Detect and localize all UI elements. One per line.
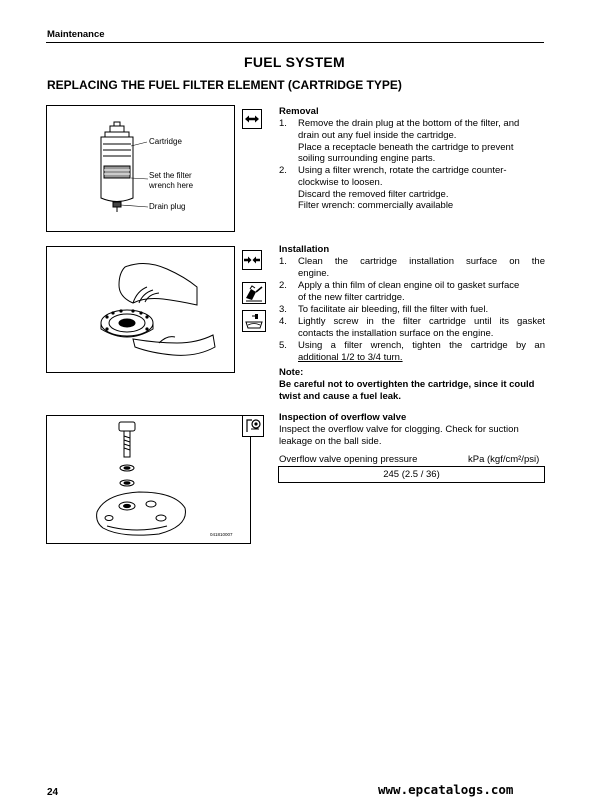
note-text [279,379,545,403]
spec-unit: kPa (kgf/cm²/psi) [468,454,540,465]
step-number: 1. [279,256,287,267]
section-label: Maintenance [47,29,105,40]
step-line: engine. [298,267,330,279]
fuel-fill-icon [242,310,266,332]
removal-heading: Removal [279,106,319,117]
overflow-description [279,424,545,448]
step-number: 4. [279,316,287,327]
description-line: Inspect the overflow valve for clogging. Check for suction [279,424,519,435]
filter-wrench-label-line-2: wrench here [149,181,194,190]
arrows-outward-icon [242,109,262,129]
spec-value: 245 (2.5 / 36) [383,469,440,480]
overflow-valve-figure [46,415,251,544]
installation-step-2 [279,280,545,304]
drain-plug-label: Drain plug [149,202,186,211]
step-number: 5. [279,340,287,351]
step-line: To facilitate air bleeding, fill the filter with fuel. [298,304,489,315]
fuel-filter-illustration [47,106,234,231]
step-line: of the new filter cartridge. [298,291,405,303]
note-line: twist and cause a fuel leak. [279,390,401,402]
figure-code: 041810007 [210,532,233,537]
step-number: 3. [279,304,287,315]
header-divider [46,42,544,43]
page-title: FUEL SYSTEM [243,54,346,70]
step-line: drain out any fuel inside the cartridge. [298,129,457,141]
inspection-icon [242,415,264,437]
note-line: Be careful not to overtighten the cartridge, since it could [279,379,535,390]
installation-figure [46,246,235,373]
step-line: soiling surrounding engine parts. [298,153,436,165]
overflow-heading: Inspection of overflow valve [279,412,407,423]
step-line: additional 1/2 to 3/4 turn. [298,351,403,363]
hand-installing-cartridge-illustration [47,247,234,372]
step-line: Apply a thin film of clean engine oil to gasket surface [298,280,520,291]
step-line: Discard the removed filter cartridge. [298,188,449,200]
step-line: Using a filter wrench, rotate the cartridge counter- [298,165,507,176]
spec-label: Overflow valve opening pressure [279,454,418,465]
note-heading: Note: [279,367,304,378]
step-line: Filter wrench: commercially available [298,200,454,212]
step-line: Place a receptacle beneath the cartridge to prevent [298,141,514,153]
filter-wrench-label-line-1: Set the filter [149,171,192,180]
removal-step-1 [279,118,545,166]
step-line: Remove the drain plug at the bottom of the filter, and [298,118,520,129]
step-line: Lightly screw in the filter cartridge until its gasket [298,316,545,327]
oil-can-icon [242,282,266,304]
spec-value-box [278,466,545,483]
installation-step-3 [279,304,545,316]
step-number: 2. [279,280,287,291]
page-number: 24 [47,787,59,798]
removal-step-2 [279,165,545,213]
step-line: clockwise to loosen. [298,176,383,188]
installation-step-5 [279,340,545,364]
description-line: leakage on the ball side. [279,435,382,447]
installation-step-4 [279,316,545,340]
watermark: www.epcatalogs.com [378,782,514,797]
overflow-valve-illustration [47,416,250,543]
cartridge-label: Cartridge [149,137,182,146]
page-subtitle: REPLACING THE FUEL FILTER ELEMENT (CARTRIDGE TYPE) [47,78,402,92]
installation-heading: Installation [279,244,330,255]
step-line: Using a filter wrench, tighten the cartridge by an [298,340,545,351]
arrows-inward-icon [242,250,262,270]
step-line: contacts the installation surface on the engine. [298,327,494,339]
removal-figure [46,105,235,232]
installation-step-1 [279,256,545,280]
step-number: 1. [279,118,287,129]
step-line: Clean the cartridge installation surface on the [298,256,545,267]
step-number: 2. [279,165,287,176]
